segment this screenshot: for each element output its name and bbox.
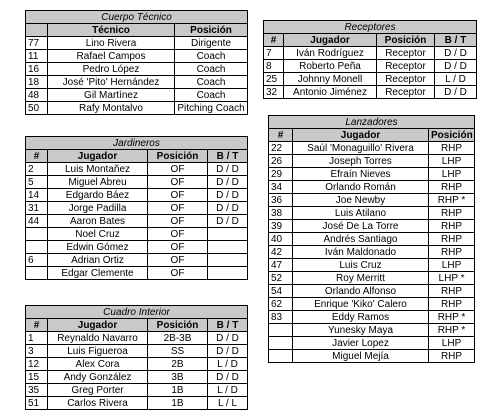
cell-bt: L / D	[435, 73, 477, 86]
cell-name: Luis Montañez	[48, 163, 148, 176]
cell-name: Luis Cruz	[293, 259, 429, 272]
header-jugador: Jugador	[48, 319, 148, 332]
receptores-table	[263, 20, 477, 99]
cell-number: 7	[264, 47, 284, 60]
cell-number: 40	[269, 233, 293, 246]
cell-name: Eddy Ramos	[293, 311, 429, 324]
cell-name: Roy Merritt	[293, 272, 429, 285]
table-row	[26, 228, 248, 241]
cell-number: 22	[269, 142, 293, 155]
header-posicion: Posición	[175, 24, 248, 37]
cell-name: Edgar Clemente	[48, 267, 148, 280]
table-row	[269, 181, 475, 194]
cell-name: Efraín Nieves	[293, 168, 429, 181]
cell-position: OF	[148, 163, 208, 176]
cell-bt: D / D	[435, 47, 477, 60]
cell-number: 38	[269, 207, 293, 220]
cell-position: Coach	[175, 89, 248, 102]
table-row	[269, 220, 475, 233]
table-row	[269, 233, 475, 246]
header-bt: B / T	[435, 34, 477, 47]
cell-name: Johnny Monell	[284, 73, 377, 86]
cell-name: Javier Lopez	[293, 337, 429, 350]
table-row	[269, 298, 475, 311]
cell-number: 26	[269, 155, 293, 168]
cell-position: Pitching Coach	[175, 102, 248, 115]
cell-position: RHP *	[429, 324, 475, 337]
cell-position: RHP	[429, 285, 475, 298]
cell-name: Miguel Abreu	[48, 176, 148, 189]
cell-position: RHP *	[429, 194, 475, 207]
receptores-title: Receptores	[264, 21, 477, 34]
cell-name: Greg Porter	[48, 384, 148, 397]
cell-name: Rafy Montalvo	[48, 102, 175, 115]
cell-number: 12	[26, 358, 48, 371]
cell-position: RHP	[429, 142, 475, 155]
cell-position: Coach	[175, 50, 248, 63]
cell-number: 2	[26, 163, 48, 176]
cell-name: Edwin Gómez	[48, 241, 148, 254]
cell-number: 54	[269, 285, 293, 298]
table-row	[26, 89, 248, 102]
cell-number	[26, 241, 48, 254]
cell-position: OF	[148, 267, 208, 280]
cell-name: Joseph Torres	[293, 155, 429, 168]
cell-number: 14	[26, 189, 48, 202]
cell-number: 35	[26, 384, 48, 397]
cell-position: LHP	[429, 168, 475, 181]
cell-name: Edgardo Báez	[48, 189, 148, 202]
cell-position: 2B	[148, 358, 208, 371]
header-tecnico: Técnico	[48, 24, 175, 37]
lanzadores-title: Lanzadores	[269, 116, 475, 129]
cell-position: Receptor	[377, 60, 435, 73]
header-number: #	[269, 129, 293, 142]
cell-position: RHP	[429, 298, 475, 311]
header-number	[26, 24, 48, 37]
cell-number: 1	[26, 332, 48, 345]
table-row	[26, 345, 248, 358]
cell-name: Rafael Campos	[48, 50, 175, 63]
table-row	[26, 176, 248, 189]
table-row	[269, 168, 475, 181]
cell-name: Gil Martínez	[48, 89, 175, 102]
table-row	[26, 358, 248, 371]
cell-position: OF	[148, 202, 208, 215]
table-row	[269, 272, 475, 285]
cell-position: RHP *	[429, 311, 475, 324]
table-row	[269, 142, 475, 155]
table-row	[269, 285, 475, 298]
cell-number: 83	[269, 311, 293, 324]
cell-name: Antonio Jiménez	[284, 86, 377, 99]
cell-number	[269, 324, 293, 337]
cell-position: OF	[148, 215, 208, 228]
cell-name: Pedro López	[48, 63, 175, 76]
cell-position: LHP	[429, 337, 475, 350]
cell-bt: D / D	[435, 86, 477, 99]
cell-name: Enrique 'Kiko' Calero	[293, 298, 429, 311]
table-row	[264, 60, 477, 73]
table-row	[264, 73, 477, 86]
table-row	[269, 350, 475, 363]
table-row	[269, 194, 475, 207]
table-row	[26, 189, 248, 202]
table-row	[26, 163, 248, 176]
cell-number: 52	[269, 272, 293, 285]
table-row	[26, 267, 248, 280]
cell-number: 6	[26, 254, 48, 267]
cell-position: OF	[148, 254, 208, 267]
cell-name: Yunesky Maya	[293, 324, 429, 337]
cell-number	[269, 350, 293, 363]
cell-number: 34	[269, 181, 293, 194]
header-bt: B / T	[208, 319, 248, 332]
cell-number: 44	[26, 215, 48, 228]
cell-name: Adrian Ortiz	[48, 254, 148, 267]
cell-bt: D / D	[208, 371, 248, 384]
cell-number: 47	[269, 259, 293, 272]
cell-number: 77	[26, 37, 48, 50]
header-posicion: Posición	[148, 150, 208, 163]
cell-bt: D / D	[208, 332, 248, 345]
cell-position: 1B	[148, 384, 208, 397]
cuerpo-tecnico-table	[25, 10, 248, 115]
cell-number: 42	[269, 246, 293, 259]
cell-position: Receptor	[377, 73, 435, 86]
header-posicion: Posición	[429, 129, 475, 142]
cell-bt: D / D	[208, 176, 248, 189]
cell-name: Aaron Bates	[48, 215, 148, 228]
cell-name: Andy González	[48, 371, 148, 384]
cell-bt: L / L	[208, 397, 248, 410]
cell-name: José 'Pito' Hernández	[48, 76, 175, 89]
cell-position: Dirigente	[175, 37, 248, 50]
cell-position: 3B	[148, 371, 208, 384]
cell-number: 32	[264, 86, 284, 99]
lanzadores-table	[268, 115, 475, 363]
table-row	[264, 47, 477, 60]
cuadro-interior-table	[25, 305, 248, 410]
cell-number: 51	[26, 397, 48, 410]
cell-name: Lino Rivera	[48, 37, 175, 50]
cell-bt	[208, 228, 248, 241]
table-row	[26, 102, 248, 115]
cell-name: Noel Cruz	[48, 228, 148, 241]
cell-number: 3	[26, 345, 48, 358]
cell-number: 11	[26, 50, 48, 63]
table-row	[26, 254, 248, 267]
cell-name: Miguel Mejía	[293, 350, 429, 363]
cell-name: Jorge Padilla	[48, 202, 148, 215]
cell-bt	[208, 267, 248, 280]
cell-bt: D / D	[208, 215, 248, 228]
cell-number: 25	[264, 73, 284, 86]
cell-name: Reynaldo Navarro	[48, 332, 148, 345]
cell-bt: D / D	[208, 189, 248, 202]
cell-number: 18	[26, 76, 48, 89]
table-row	[269, 207, 475, 220]
header-posicion: Posición	[377, 34, 435, 47]
cell-position: LHP	[429, 155, 475, 168]
cell-name: Iván Maldonado	[293, 246, 429, 259]
cell-position: SS	[148, 345, 208, 358]
cell-name: José De La Torre	[293, 220, 429, 233]
cell-position: Receptor	[377, 47, 435, 60]
cell-number: 15	[26, 371, 48, 384]
cell-name: Joe Newby	[293, 194, 429, 207]
header-number: #	[26, 319, 48, 332]
cell-number	[26, 228, 48, 241]
cell-position: OF	[148, 176, 208, 189]
table-row	[26, 332, 248, 345]
cell-bt	[208, 241, 248, 254]
cell-position: RHP	[429, 233, 475, 246]
cell-number: 39	[269, 220, 293, 233]
header-jugador: Jugador	[48, 150, 148, 163]
cell-number: 48	[26, 89, 48, 102]
cell-bt: L / D	[208, 384, 248, 397]
cell-bt: D / D	[208, 202, 248, 215]
cell-number: 5	[26, 176, 48, 189]
cell-number: 36	[269, 194, 293, 207]
header-jugador: Jugador	[293, 129, 429, 142]
header-posicion: Posición	[148, 319, 208, 332]
table-row	[264, 86, 477, 99]
table-row	[26, 76, 248, 89]
cell-position: OF	[148, 228, 208, 241]
cell-bt: D / D	[208, 163, 248, 176]
cell-position: RHP	[429, 220, 475, 233]
cell-position: 1B	[148, 397, 208, 410]
cell-number: 50	[26, 102, 48, 115]
cell-position: Coach	[175, 63, 248, 76]
header-jugador: Jugador	[284, 34, 377, 47]
cell-number	[269, 337, 293, 350]
jardineros-table	[25, 136, 248, 280]
cell-name: Iván Rodríguez	[284, 47, 377, 60]
table-row	[269, 337, 475, 350]
table-row	[26, 384, 248, 397]
cell-name: Roberto Peña	[284, 60, 377, 73]
cell-number: 29	[269, 168, 293, 181]
table-row	[269, 246, 475, 259]
cell-number: 8	[264, 60, 284, 73]
header-number: #	[264, 34, 284, 47]
cell-position: RHP	[429, 207, 475, 220]
cell-name: Orlando Román	[293, 181, 429, 194]
cell-position: OF	[148, 189, 208, 202]
cell-number	[26, 267, 48, 280]
cell-position: Coach	[175, 76, 248, 89]
table-row	[269, 155, 475, 168]
cell-number: 62	[269, 298, 293, 311]
table-row	[269, 311, 475, 324]
cell-position: LHP *	[429, 272, 475, 285]
table-row	[269, 324, 475, 337]
header-bt: B / T	[208, 150, 248, 163]
table-row	[26, 202, 248, 215]
table-row	[269, 259, 475, 272]
table-row	[26, 241, 248, 254]
table-row	[26, 50, 248, 63]
cell-position: RHP	[429, 350, 475, 363]
cell-position: LHP	[429, 259, 475, 272]
cell-name: Orlando Alfonso	[293, 285, 429, 298]
table-row	[26, 37, 248, 50]
table-row	[26, 397, 248, 410]
cell-number: 31	[26, 202, 48, 215]
cell-position: 2B-3B	[148, 332, 208, 345]
cuadro-interior-title: Cuadro Interior	[26, 306, 248, 319]
cell-position: RHP	[429, 181, 475, 194]
cuerpo-tecnico-title: Cuerpo Técnico	[26, 11, 248, 24]
cell-bt	[208, 254, 248, 267]
cell-position: Receptor	[377, 86, 435, 99]
jardineros-title: Jardineros	[26, 137, 248, 150]
cell-position: RHP	[429, 246, 475, 259]
cell-number: 16	[26, 63, 48, 76]
cell-name: Andrés Santiago	[293, 233, 429, 246]
cell-name: Luis Atilano	[293, 207, 429, 220]
table-row	[26, 215, 248, 228]
cell-bt: D / D	[435, 60, 477, 73]
table-row	[26, 63, 248, 76]
cell-name: Alex Cora	[48, 358, 148, 371]
cell-bt: L / D	[208, 358, 248, 371]
cell-bt: D / D	[208, 345, 248, 358]
cell-position: OF	[148, 241, 208, 254]
cell-name: Saúl 'Monaguillo' Rivera	[293, 142, 429, 155]
cell-name: Carlos Rivera	[48, 397, 148, 410]
table-row	[26, 371, 248, 384]
cell-name: Luis Figueroa	[48, 345, 148, 358]
header-number: #	[26, 150, 48, 163]
